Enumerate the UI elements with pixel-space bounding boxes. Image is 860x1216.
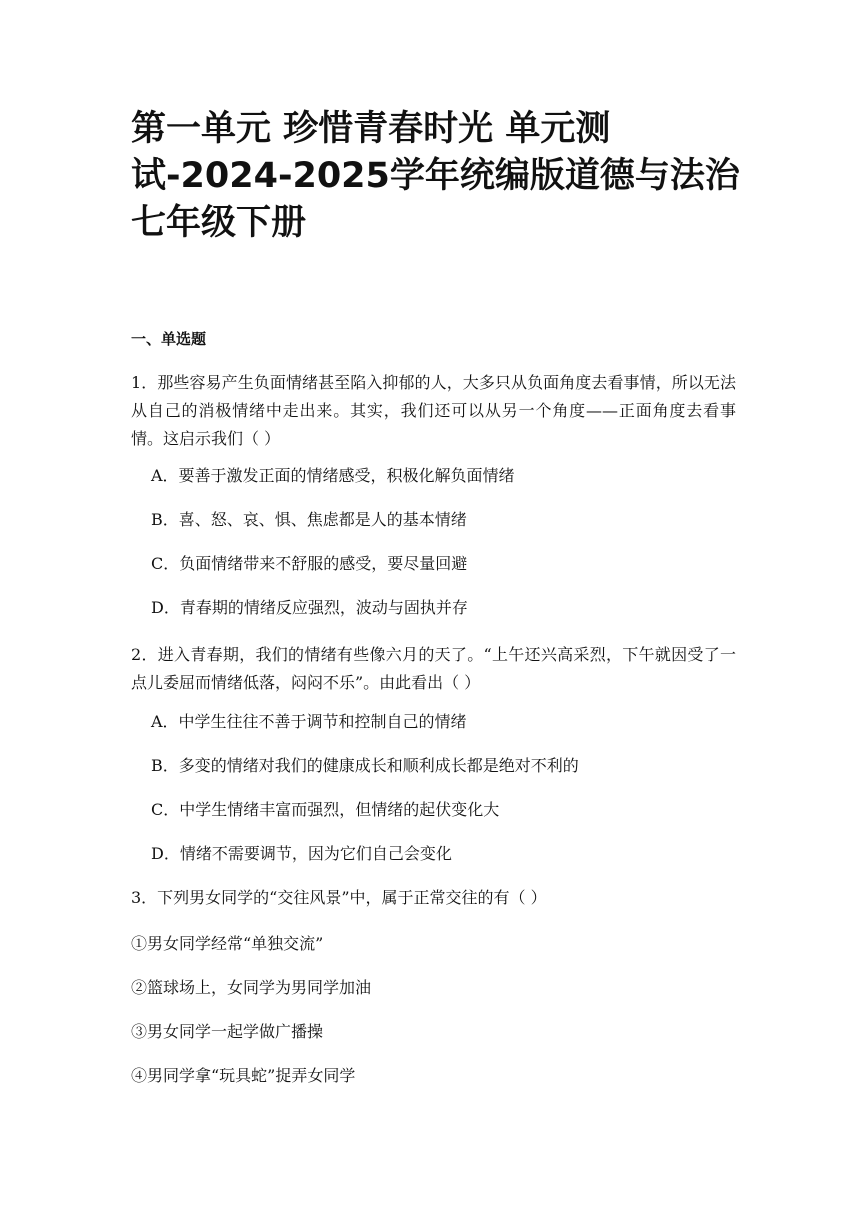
- question-2-stem: 2．进入青春期，我们的情绪有些像六月的天了。“上午还兴高采烈，下午就因受了一点儿委屈而情绪低落，闷闷不乐”。由此看出（ ）: [131, 645, 736, 692]
- question-2-option-c: C．中学生情绪丰富而强烈，但情绪的起伏变化大: [151, 800, 500, 819]
- document-title: 第一单元 珍惜青春时光 单元测试-2024-2025学年统编版道德与法治七年级下册: [131, 109, 740, 243]
- question-2-option-d: D．情绪不需要调节，因为它们自己会变化: [151, 844, 452, 863]
- question-1-option-d: D．青春期的情绪反应强烈，波动与固执并存: [151, 598, 468, 617]
- question-2-option-b: B．多变的情绪对我们的健康成长和顺利成长都是绝对不利的: [151, 756, 579, 775]
- question-1-option-a: A．要善于激发正面的情绪感受，积极化解负面情绪: [151, 466, 515, 485]
- question-3-item-3: ③男女同学一起学做广播操: [131, 1022, 324, 1041]
- question-3-item-4: ④男同学拿“玩具蛇”捉弄女同学: [131, 1066, 356, 1085]
- question-1-stem: 1．那些容易产生负面情绪甚至陷入抑郁的人，大多只从负面角度去看事情，所以无法从自己的消极情绪中走出来。其实，我们还可以从另一个角度——正面角度去看事情。这启示我们（ ）: [131, 373, 736, 448]
- question-1-option-c: C．负面情绪带来不舒服的感受，要尽量回避: [151, 554, 468, 573]
- question-1-option-b: B．喜、怒、哀、惧、焦虑都是人的基本情绪: [151, 510, 467, 529]
- question-3-item-2: ②篮球场上，女同学为男同学加油: [131, 978, 372, 997]
- question-3-stem: 3．下列男女同学的“交往风景”中，属于正常交往的有（ ）: [131, 888, 547, 907]
- section-heading: 一、单选题: [131, 330, 207, 348]
- question-2-option-a: A．中学生往往不善于调节和控制自己的情绪: [151, 712, 467, 731]
- question-3-item-1: ①男女同学经常“单独交流”: [131, 934, 324, 953]
